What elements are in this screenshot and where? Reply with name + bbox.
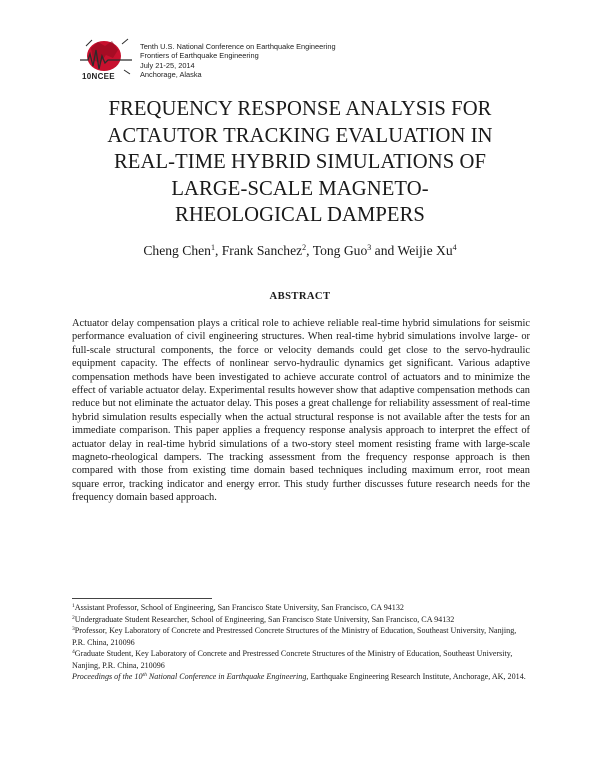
paper-title [60,96,540,229]
footnotes [72,602,530,683]
footnote-item [72,625,530,648]
proceedings-ordinal: th [142,672,147,678]
author-name: Tong Guo [312,243,368,258]
author-separator: , [306,243,313,258]
logo-wordmark: 10NCEE [82,72,115,81]
author-name: Frank Sanchez [221,243,303,258]
footnote-text: Assistant Professor, School of Engineering, San Francisco State University, San Francisco, CA 94132 [74,603,404,612]
author-affiliation-mark: 4 [452,243,457,252]
conference-info [140,42,336,80]
abstract-body: Actuator delay compensation plays a critical role to achieve reliable real-time hybrid simulations for seismic performance evaluation of civil engineering structures. When real-time hybrid simulations involve large- or full-scale structural components, the force or velocity demands could get close to the servo-hydraulic equipment capacity. The effects of nonlinear servo-hydraulic dynamics get significant. Various adaptive compensation methods have been investigated to achieve accurate control of actuators and to minimize the effect of variable actuator delay. Experimental results however show that adaptive compensation methods can reduce but not eliminate the actuator delay. This poses a great challenge for reliability assessment of real-time hybrid simulation results especially when the actual structural response is not available after the tests for an immediate comparison. This paper applies a frequency response analysis approach to interpret the effect of actuator delay in real-time hybrid simulations of a two-story steel moment resisting frame with large-scale magneto-rheological dampers. The tracking assessment from the frequency response approach is then compared with those from existing time domain based techniques including maximum error, root mean square error, tracking indicator and energy error. This study further discusses future research needs for the frequency domain based approach. [72,318,530,504]
author-affiliation-mark: 3 [367,243,372,252]
conference-name: Tenth U.S. National Conference on Earthquake Engineering [140,42,336,51]
footnote-text: Graduate Student, Key Laboratory of Concrete and Prestressed Concrete Structures of the Ministry of Education, Southeast University, Nanjing, P.R. China, 210096 [72,649,513,670]
conference-theme: Frontiers of Earthquake Engineering [140,51,259,61]
footnote-mark: 1 [72,603,75,609]
footnote-text: Undergraduate Student Researcher, School of Engineering, San Francisco State University, San Francisco, CA 94132 [74,614,455,624]
author-separator: , [214,243,222,258]
abstract-heading: ABSTRACT [269,291,331,302]
footnote-text: Professor, Key Laboratory of Concrete and Prestressed Concrete Structures of the Ministry of Education, Southeast University, Nanjing, P.R. China, 210096 [72,626,517,647]
title-line: REAL-TIME HYBRID SIMULATIONS OF [113,151,487,173]
footnote-divider [72,598,212,599]
conference-location: Anchorage, Alaska [140,70,202,80]
footnote-mark: 4 [72,649,75,655]
conference-dates: July 21-25, 2014 [140,60,195,70]
footnote-item [72,648,530,671]
author-affiliation-mark: 1 [210,243,215,252]
footnote-mark: 2 [72,614,75,621]
author-list [60,243,540,259]
title-line: LARGE-SCALE MAGNETO- [171,177,429,200]
author-separator: and [371,243,398,258]
footnote-item [72,614,530,626]
proceedings-citation [72,671,530,683]
title-line: ACTAUTOR TRACKING EVALUATION IN [107,124,493,147]
author-name: Cheng Chen [143,243,211,258]
footnote-mark: 3 [72,626,75,632]
proceedings-italic-suffix: National Conference in Earthquake Engineering [146,672,307,681]
conference-header [78,36,478,82]
conference-logo [78,36,134,82]
title-line: FREQUENCY RESPONSE ANALYSIS FOR [108,98,492,120]
footnote-item [72,602,530,614]
author-affiliation-mark: 2 [302,243,307,252]
proceedings-italic-prefix: Proceedings of the 10 [72,672,143,681]
title-line: RHEOLOGICAL DAMPERS [175,204,425,226]
proceedings-rest: , Earthquake Engineering Research Institute, Anchorage, AK, 2014. [306,672,526,681]
author-name: Weijie Xu [397,243,453,258]
